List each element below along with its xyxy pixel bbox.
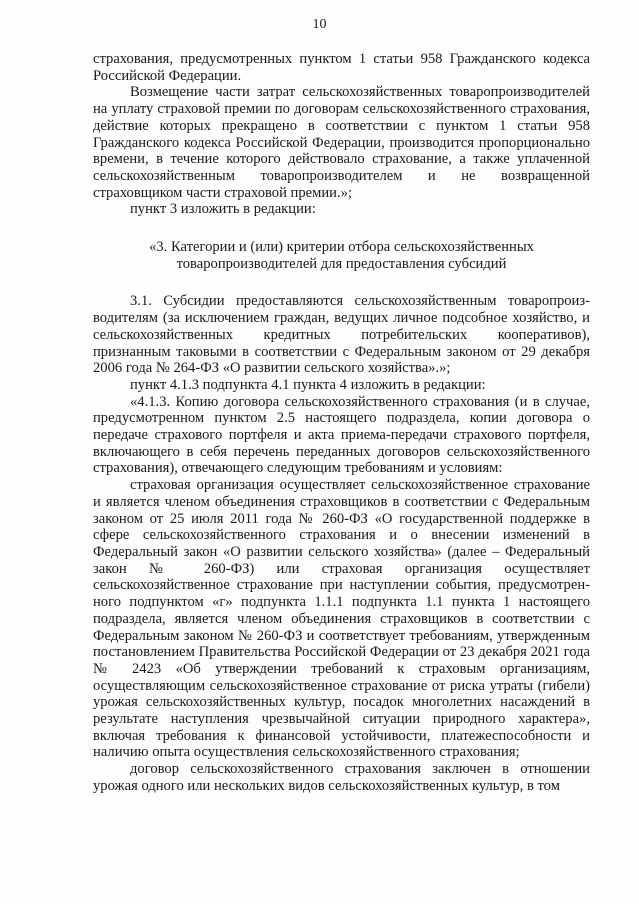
paragraph-continuation: страхования, предусмотренных пунктом 1 статьи 958 Гражданского кодекса Российской Федерации. [93, 51, 590, 84]
paragraph-amendment-point-3: пункт 3 изложить в редакции: [130, 201, 316, 218]
section-heading: «3. Категории и (или) критерии отбора сельскохозяйственных товаропроизводителей для предоставления субсидий [149, 239, 534, 272]
document-body [93, 51, 590, 795]
page-number: 10 [312, 17, 327, 32]
paragraph-insurer-requirements: страховая организация осуществляет сельскохозяйственное страхование и является членом объединения страховщиков в соответствии с Федеральным законом от 25 июля 2011 года № 260-ФЗ «О государственной поддержке в сфере сельскохозяйственного страхования и о внесении изменений в Федеральный закон «О развитии сельского хозяйства» (далее – Федеральный закон № 260-ФЗ) или страховая организация осуществляет сельскохозяйственное страхование при наступлении события, предусмотренного подпунктом «г» подпункта 1.1.1 подпункта 1.1 пункта 1 настоящего подраздела, является членом объединения страховщиков в соответствии с Федеральным законом № 260-ФЗ и соответствует требованиям, утвержденным постановлением Правительства Российской Федерации от 23 декабря 2021 года № 2423 «Об утверждении требований к страховым организациям, осуществляющим сельскохозяйственное страхование от риска утраты (гибели) урожая сельскохозяйственных культур, посадок многолетних насаждений в результате наступления чрезвычайной ситуации природного характера», включая требования к финансовой устойчивости, платежеспособности и наличию опыта осуществления сельскохозяйственного страхования; [93, 477, 590, 761]
paragraph-4-1-3: «4.1.3. Копию договора сельскохозяйственного страхования (и в случае, предусмотренном пунктом 2.5 настоящего подраздела, копии договора о передаче страхового портфеля и акта приема-передачи страхового портфеля, включающего в себя перечень переданных договоров сельскохозяйственного страхования), отвечающего следующим требованиям и условиям: [93, 393, 590, 477]
paragraph-contract-scope: договор сельскохозяйственного страхования заключен в отношении урожая одного или нескольких видов сельскохозяйственных культур, в том [93, 761, 590, 794]
paragraph-3-1: 3.1. Субсидии предоставляются сельскохозяйственным товаропроизводителям (за исключением граждан, ведущих личное подсобное хозяйство, и сельскохозяйственных кредитных потребительских кооперативов), признанным таковыми в соответствии с Федеральным законом от 29 декабря 2006 года № 264-ФЗ «О развитии сельского хозяйства».»; [93, 293, 590, 377]
paragraph-premium-compensation: Возмещение части затрат сельскохозяйственных товаропроизводителей на уплату страховой премии по договорам сельскохозяйственного страхования, действие которых прекращено в соответствии с пунктом 1 статьи 958 Гражданского кодекса Российской Федерации, производится пропорционально времени, в течение которого действовало страхование, а также уплаченной сельскохозяйственным товаропроизводителем и не возвращенной страховщиком части страховой премии.»; [93, 84, 590, 201]
paragraph-amendment-4-1-3: пункт 4.1.3 подпункта 4.1 пункта 4 изложить в редакции: [130, 376, 486, 393]
